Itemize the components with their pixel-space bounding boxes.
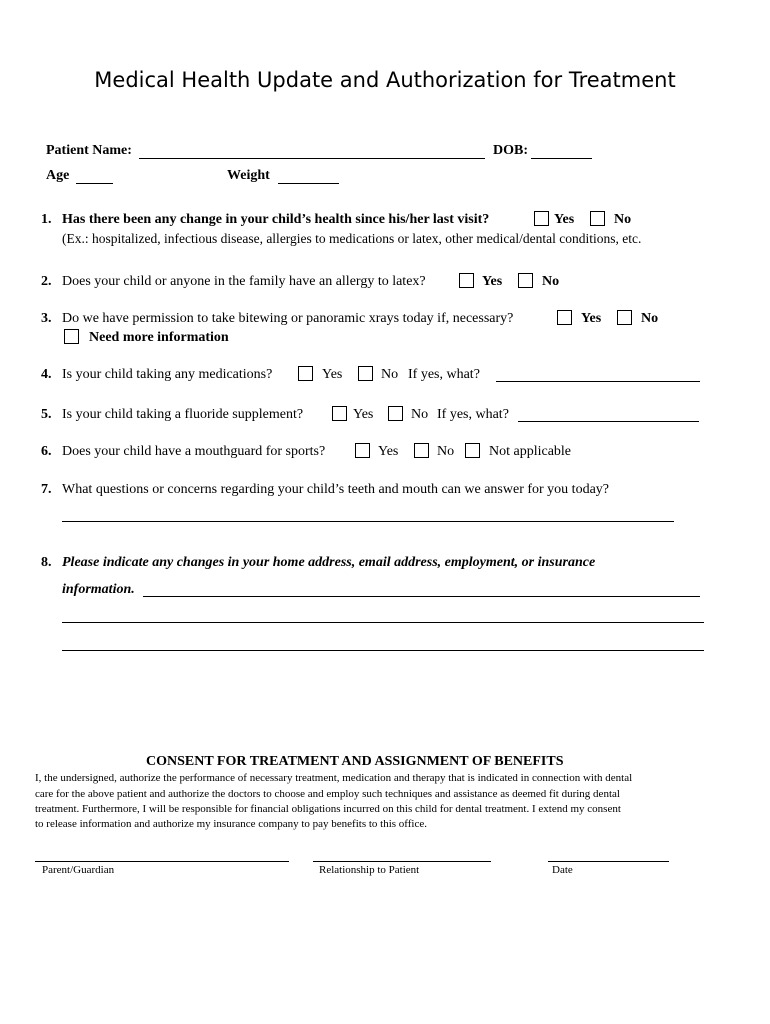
q3-no-checkbox[interactable] xyxy=(617,310,632,325)
weight-label: Weight xyxy=(227,168,270,183)
q1-number: 1. xyxy=(41,212,52,227)
age-field[interactable] xyxy=(76,183,113,184)
q1-yes-label: Yes xyxy=(554,212,575,227)
q3-yes-label: Yes xyxy=(581,311,602,326)
q4-question: Is your child taking any medications? xyxy=(62,367,273,382)
q1-no-label: No xyxy=(614,212,632,227)
age-label: Age xyxy=(46,168,70,183)
q5-no-label: No xyxy=(411,407,429,422)
q2-question: Does your child or anyone in the family have an allergy to latex? xyxy=(62,274,426,289)
q7-question: What questions or concerns regarding your child’s teeth and mouth can we answer for you today? xyxy=(62,482,609,497)
q3-yes-checkbox[interactable] xyxy=(557,310,572,325)
q2-no-label: No xyxy=(542,274,560,289)
q4-if-yes-label: If yes, what? xyxy=(408,367,480,382)
parent-guardian-signature-line[interactable] xyxy=(35,861,289,862)
q1-no-checkbox[interactable] xyxy=(590,211,605,226)
q5-question: Is your child taking a fluoride supplement? xyxy=(62,407,304,422)
dob-field[interactable] xyxy=(531,158,592,159)
q5-if-yes-label: If yes, what? xyxy=(437,407,509,422)
q2-number: 2. xyxy=(41,274,52,289)
q8-answer-line-1[interactable] xyxy=(143,596,700,597)
parent-guardian-label: Parent/Guardian xyxy=(42,864,115,876)
q5-yes-label: Yes xyxy=(353,407,374,422)
date-label: Date xyxy=(552,864,573,876)
q4-medications-field[interactable] xyxy=(496,381,700,382)
q7-number: 7. xyxy=(41,482,52,497)
q8-answer-line-3[interactable] xyxy=(62,650,704,651)
q6-not-applicable-label: Not applicable xyxy=(489,444,572,459)
q1-question: Has there been any change in your child’s health since his/her last visit? xyxy=(62,212,490,227)
consent-line-3: treatment. Furthermore, I will be responsible for financial obligations incurred on this child for dental treatment. I extend my consent xyxy=(35,803,621,815)
q1-yes-checkbox[interactable] xyxy=(534,211,549,226)
q6-yes-label: Yes xyxy=(378,444,399,459)
q3-no-label: No xyxy=(641,311,659,326)
q6-question: Does your child have a mouthguard for sports? xyxy=(62,444,326,459)
q4-no-label: No xyxy=(381,367,399,382)
q4-no-checkbox[interactable] xyxy=(358,366,373,381)
date-line[interactable] xyxy=(548,861,669,862)
q8-answer-line-2[interactable] xyxy=(62,622,704,623)
q8-number: 8. xyxy=(41,555,52,570)
q3-more-info-checkbox[interactable] xyxy=(64,329,79,344)
relationship-line[interactable] xyxy=(313,861,491,862)
consent-line-2: care for the above patient and authorize the doctors to choose and employ such techniques and assistance as deemed fit during dental xyxy=(35,788,620,800)
consent-line-1: I, the undersigned, authorize the performance of necessary treatment, medication and therapy that is indicated in connection with dental xyxy=(35,772,633,784)
q6-not-applicable-checkbox[interactable] xyxy=(465,443,480,458)
q2-yes-checkbox[interactable] xyxy=(459,273,474,288)
q6-yes-checkbox[interactable] xyxy=(355,443,370,458)
q6-number: 6. xyxy=(41,444,52,459)
q4-number: 4. xyxy=(41,367,52,382)
q4-yes-label: Yes xyxy=(322,367,343,382)
q5-no-checkbox[interactable] xyxy=(388,406,403,421)
relationship-label: Relationship to Patient xyxy=(319,864,420,876)
q6-no-checkbox[interactable] xyxy=(414,443,429,458)
q5-number: 5. xyxy=(41,407,52,422)
q2-no-checkbox[interactable] xyxy=(518,273,533,288)
q3-more-info-label: Need more information xyxy=(89,330,229,345)
q7-answer-line[interactable] xyxy=(62,521,674,522)
q6-no-label: No xyxy=(437,444,455,459)
q3-question: Do we have permission to take bitewing or panoramic xrays today if, necessary? xyxy=(62,311,514,326)
patient-name-field[interactable] xyxy=(139,158,485,159)
q5-yes-checkbox[interactable] xyxy=(332,406,347,421)
q4-yes-checkbox[interactable] xyxy=(298,366,313,381)
q8-question: Please indicate any changes in your home address, email address, employment, or insurance xyxy=(62,555,596,570)
weight-field[interactable] xyxy=(278,183,339,184)
q8-question-continued: information. xyxy=(62,582,135,597)
dob-label: DOB: xyxy=(493,143,528,158)
q1-example-text: (Ex.: hospitalized, infectious disease, allergies to medications or latex, other medical/dental conditions, etc. xyxy=(62,231,642,246)
q3-number: 3. xyxy=(41,311,52,326)
form-title: Medical Health Update and Authorization for Treatment xyxy=(94,68,676,92)
consent-heading: CONSENT FOR TREATMENT AND ASSIGNMENT OF BENEFITS xyxy=(146,754,564,769)
q2-yes-label: Yes xyxy=(482,274,503,289)
q5-supplement-field[interactable] xyxy=(518,421,699,422)
consent-line-4: to release information and authorize my insurance company to pay benefits to this office. xyxy=(35,818,428,830)
patient-name-label: Patient Name: xyxy=(46,143,132,158)
